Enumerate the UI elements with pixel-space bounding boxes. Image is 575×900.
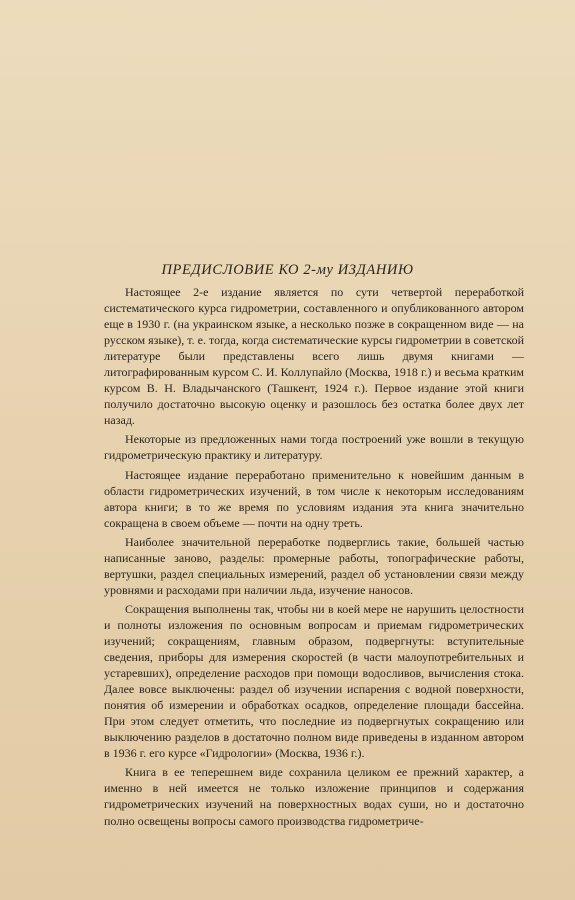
preface-body: [104, 284, 524, 829]
paragraph: Книга в ее теперешнем виде сохранила целиком ее прежний характер, а именно в ней имеется не только изложение принципов и содержания гидрометрических изучений на поверхностных водах суши, но и достаточно полно освещены вопросы самого производства гидрометриче-: [104, 765, 524, 828]
paragraph: Некоторые из предложенных нами тогда построений уже вошли в текущую гидрометрическую практику и литературу.: [104, 432, 524, 463]
paragraph: Настоящее издание переработано применительно к новейшим данным в области гидрометрических изучений, в том числе к некоторым исследованиям автора книги; в то же время по условиям издания эта книга значительно сокращена в своем объеме — почти на одну треть.: [104, 467, 524, 530]
paragraph: Наиболее значительной переработке подверглись такие, большей частью написанные заново, разделы: промерные работы, топографические работы, вертушки, раздел специальных измерений, раздел об установлении связи между уровнями и расходами при наличии льда, изучение наносов.: [104, 534, 524, 597]
preface-heading: ПРЕДИСЛОВИЕ КО 2-му ИЗДАНИЮ: [161, 262, 414, 278]
paragraph: Сокращения выполнены так, чтобы ни в коей мере не нарушить целостности и полноты изложения по основным вопросам и приемам гидрометрических изучений; сокращениям, главным образом, подвергнуты: вступительные сведения, приборы для измерения скоростей (в части малоупотребительных и устаревших), определение расходов при помощи водосливов, вычисления стока. Далее вовсе выключены: раздел об изучении испарения с водной поверхности, понятия об измерении и обработках осадков, определение площади бассейна. При этом следует отметить, что последние из подвергнутых сокращению или выключению разделов в достаточно полном виде приведены в изданном автором в 1936 г. его курсе «Гидрологии» (Москва, 1936 г.).: [104, 601, 524, 761]
paragraph: Настоящее 2-е издание является по сути четвертой переработкой систематического курса гидрометрии, составленного и опубликованного автором еще в 1930 г. (на украинском языке, а несколько позже в сокращенном виде — на русском языке), т. е. тогда, когда систематические курсы гидрометрии в советской литературе были представлены всего лишь двумя книгами — литографированным курсом С. И. Коллупайло (Москва, 1918 г.) и весьма кратким курсом В. Н. Владычанского (Ташкент, 1924 г.). Первое издание этой книги получило достаточно высокую оценку и разошлось без остатка более двух лет назад.: [104, 285, 524, 428]
